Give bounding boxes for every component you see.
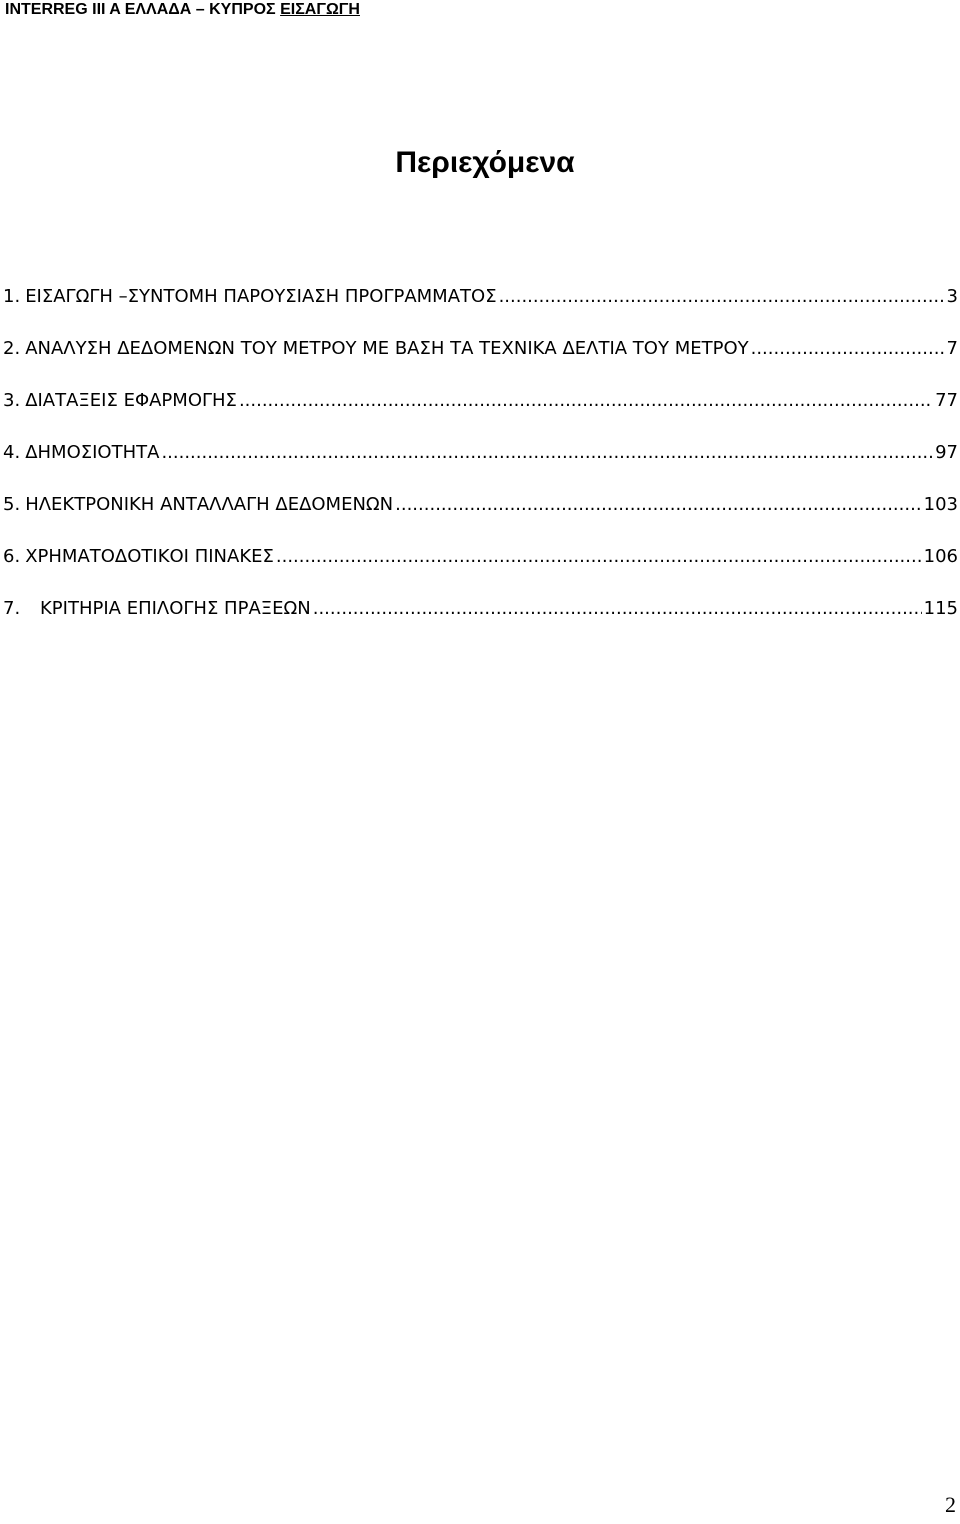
- toc-entry[interactable]: [3, 285, 958, 337]
- toc-entry-label: ΔΙΑΤΑΞΕΙΣ ΕΦΑΡΜΟΓΗΣ: [25, 390, 237, 411]
- toc-dot-leader: [276, 545, 922, 569]
- toc-entry[interactable]: [3, 493, 958, 545]
- page-number: 2: [945, 1492, 956, 1517]
- toc-entry-page: 3: [946, 286, 958, 307]
- toc-entry-label: ΚΡΙΤΗΡΙΑ ΕΠΙΛΟΓΗΣ ΠΡΑΞΕΩΝ: [40, 598, 311, 619]
- toc-entry[interactable]: [3, 597, 958, 649]
- toc-entry-page: 103: [923, 494, 958, 515]
- toc-dot-leader: [395, 493, 922, 517]
- toc-entry-page: 97: [935, 442, 958, 463]
- toc-list: [3, 285, 958, 649]
- running-header: [5, 0, 360, 20]
- toc-entry[interactable]: [3, 389, 958, 441]
- toc-entry-number: 1.: [3, 286, 21, 307]
- toc-dot-leader: [499, 285, 945, 309]
- toc-entry[interactable]: [3, 545, 958, 597]
- toc-entry-number: 2.: [3, 338, 21, 359]
- toc-dot-leader: [313, 597, 922, 621]
- toc-dot-leader: [751, 337, 945, 361]
- toc-entry-number: 7.: [3, 598, 21, 619]
- toc-entry[interactable]: [3, 441, 958, 493]
- header-program-name: INTERREG III A ΕΛΛΑΔΑ – ΚΥΠΡΟΣ: [5, 1, 276, 18]
- toc-entry-page: 106: [923, 546, 958, 567]
- toc-entry-label: ΑΝΑΛΥΣΗ ΔΕΔΟΜΕΝΩΝ ΤΟΥ ΜΕΤΡΟΥ ΜΕ ΒΑΣΗ ΤΑ ΤΕΧΝΙΚΑ ΔΕΛΤΙΑ ΤΟΥ ΜΕΤΡΟΥ: [25, 338, 749, 359]
- toc-entry[interactable]: [3, 337, 958, 389]
- toc-dot-leader: [239, 389, 933, 413]
- header-section-name: ΕΙΣΑΓΩΓΗ: [280, 1, 360, 18]
- toc-dot-leader: [161, 441, 933, 465]
- toc-entry-label: ΧΡΗΜΑΤΟΔΟΤΙΚΟΙ ΠΙΝΑΚΕΣ: [25, 546, 274, 567]
- toc-entry-label: ΗΛΕΚΤΡΟΝΙΚΗ ΑΝΤΑΛΛΑΓΗ ΔΕΔΟΜΕΝΩΝ: [25, 494, 394, 515]
- toc-entry-number: 4.: [3, 442, 21, 463]
- toc-entry-label: ΕΙΣΑΓΩΓΗ –ΣΥΝΤΟΜΗ ΠΑΡΟΥΣΙΑΣΗ ΠΡΟΓΡΑΜΜΑΤΟΣ: [25, 286, 497, 307]
- toc-title: Περιεχόμενα: [395, 146, 575, 179]
- toc-entry-number: 3.: [3, 390, 21, 411]
- toc-entry-number: 5.: [3, 494, 21, 515]
- toc-entry-label: ΔΗΜΟΣΙΟΤΗΤΑ: [25, 442, 160, 463]
- toc-entry-page: 7: [946, 338, 958, 359]
- toc-entry-page: 115: [923, 598, 958, 619]
- toc-entry-page: 77: [935, 390, 958, 411]
- toc-entry-number: 6.: [3, 546, 21, 567]
